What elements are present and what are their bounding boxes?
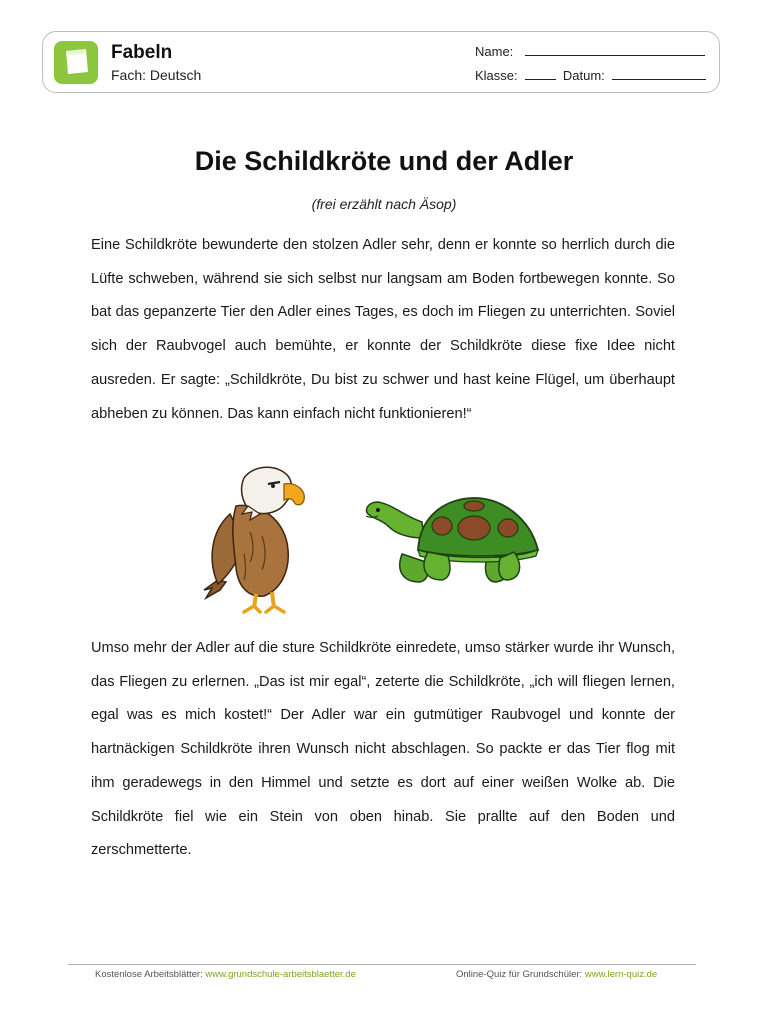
klasse-line[interactable]: [525, 68, 556, 80]
name-label: Name:: [475, 44, 514, 59]
page-title: Die Schildkröte und der Adler: [194, 146, 574, 176]
footer-left-label: Kostenlose Arbeitsblätter:: [95, 969, 203, 980]
worksheet-logo-icon: [54, 41, 98, 84]
footer-right-link[interactable]: www.lern-quiz.de: [584, 969, 658, 980]
footer-right-label: Online-Quiz für Grundschüler:: [456, 969, 583, 980]
eagle-illustration: [200, 462, 310, 618]
datum-line[interactable]: [612, 68, 706, 80]
header-subject: Fach: Deutsch: [111, 67, 202, 83]
datum-label: Datum:: [562, 68, 605, 83]
klasse-datum-field[interactable]: [475, 68, 706, 83]
worksheet-header: [42, 31, 720, 93]
page-subtitle: (frei erzählt nach Äsop): [311, 196, 457, 212]
name-line[interactable]: [525, 44, 705, 56]
footer-divider: [68, 964, 696, 965]
turtle-illustration: [362, 492, 548, 588]
footer-left: [95, 969, 356, 980]
story-paragraph-2: Umso mehr der Adler auf die sture Schildkröte einredete, umso stärker wurde ihr Wunsch, das Fliegen zu erlernen. „Das ist mir egal“, zeterte die Schildkröte, „ich will fliegen lernen, egal was es mich kostet!“ Der Adler war ein gutmütiger Raubvogel und konnte der hartnäckigen Schildkröte ihren Wunsch nicht abschlagen. So packte er das Tier flog mit ihm geradewegs in den Himmel und setzte es dort auf einer weißen Wolke ab. Die Schildkröte fiel wie ein Stein von oben hinab. Sie prallte auf den Boden und zerschmetterte.: [91, 640, 675, 859]
footer-left-link[interactable]: www.grundschule-arbeitsblaetter.de: [205, 969, 356, 980]
klasse-label: Klasse:: [475, 68, 518, 83]
header-title: Fabeln: [111, 42, 173, 63]
name-field[interactable]: [475, 44, 705, 59]
footer-right: [456, 969, 657, 980]
story-paragraph-1: Eine Schildkröte bewunderte den stolzen Adler sehr, denn er konnte so herrlich durch die Lüfte schweben, während sie sich selbst nur langsam am Boden fortbewegen konnte. So bat das gepanzerte Tier den Adler eines Tages, es doch im Fliegen zu unterrichten. Soviel sich der Raubvogel auch bemühte, er konnte der Schildkröte diese fixe Idee nicht ausreden. Er sagte: „Schildkröte, Du bist zu schwer und hast keine Flügel, um überhaupt abheben zu können. Das kann einfach nicht funktionieren!“: [91, 237, 675, 422]
